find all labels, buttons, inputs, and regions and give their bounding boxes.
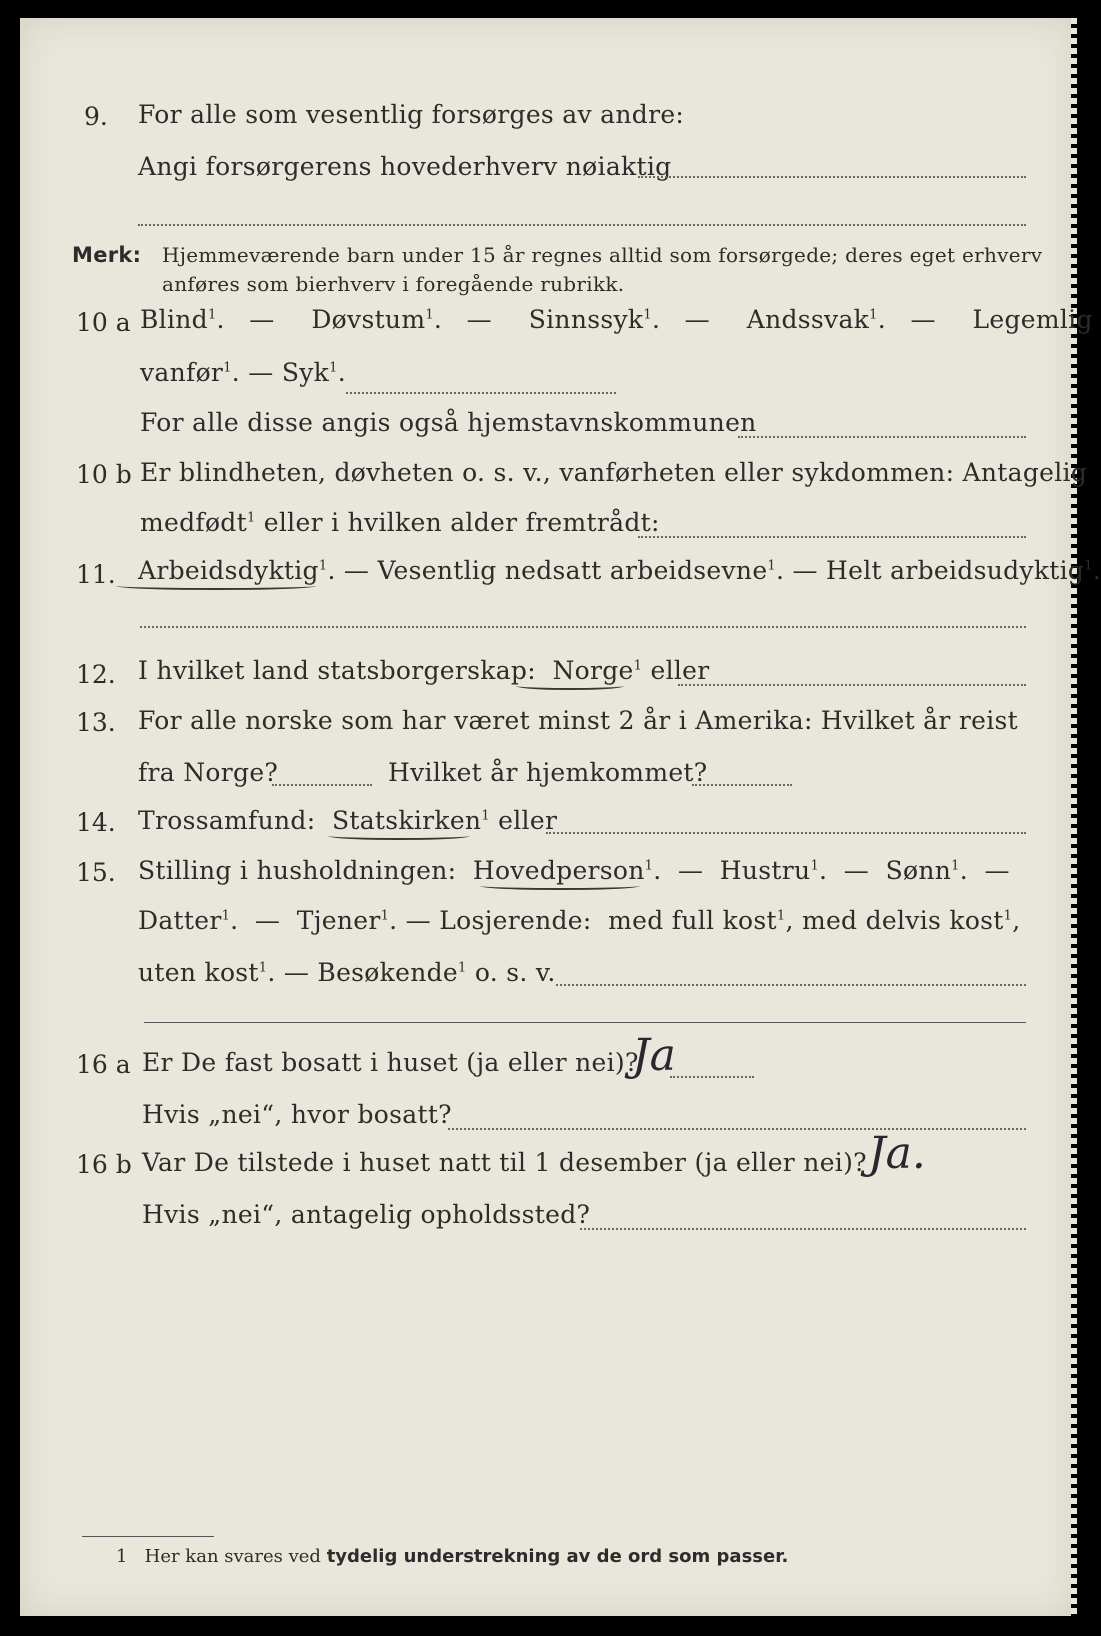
q16a-bosatt-field[interactable]	[448, 1128, 1026, 1130]
option-legemlig[interactable]: Legemlig	[972, 305, 1093, 334]
q16b-question: Var De tilstede i huset natt til 1 desember (ja eller nei)?	[142, 1148, 867, 1177]
footnote	[116, 1546, 788, 1567]
option-uten-kost[interactable]: uten kost	[138, 958, 259, 987]
option-vanfor[interactable]: vanfør	[140, 358, 224, 387]
q10a-kommune-field[interactable]	[738, 436, 1026, 438]
q12-line: I hvilket land statsborgerskap: Norge$^1$ eller	[138, 656, 710, 685]
option-udyktig[interactable]: Helt arbeidsudyktig	[826, 556, 1085, 585]
q12-land-field[interactable]	[678, 684, 1026, 686]
option-sonn[interactable]: Sønn	[885, 856, 952, 885]
q15-osv: o. s. v.	[474, 958, 556, 987]
q15-number: 15.	[76, 858, 116, 887]
q9-line1: For alle som vesentlig forsørges av andre:	[138, 100, 685, 129]
footnote-rule	[82, 1536, 214, 1537]
option-datter[interactable]: Datter	[138, 906, 222, 935]
q14-trossamfund-field[interactable]	[546, 832, 1026, 834]
option-norge[interactable]: Norge	[552, 656, 634, 685]
q15-line3: uten kost$^1$. — Besøkende$^1$ o. s. v.	[138, 958, 556, 987]
q10a-line3: For alle disse angis også hjemstavnskommunen	[140, 408, 757, 437]
q9-line2: Angi forsørgerens hovederhverv nøiaktig	[138, 152, 672, 181]
form-page	[20, 18, 1101, 1616]
q10b-number: 10 b	[76, 460, 132, 489]
q9-number: 9.	[84, 102, 108, 131]
q12-number: 12.	[76, 660, 116, 689]
q10b-rest: eller i hvilken alder fremtrådt:	[263, 508, 660, 537]
q14-eller: eller	[498, 806, 558, 835]
q10b-alder-field[interactable]	[638, 536, 1026, 538]
option-andssvak[interactable]: Andssvak	[746, 305, 870, 334]
underline-arbeidsdyktig	[116, 582, 316, 590]
option-delvis-kost[interactable]: med delvis kost	[801, 906, 1004, 935]
q16a-number: 16 a	[76, 1050, 131, 1079]
option-besokende[interactable]: Besøkende	[317, 958, 458, 987]
q13-hjem: Hvilket år hjemkommet?	[388, 758, 708, 787]
option-blind[interactable]: Blind	[140, 305, 208, 334]
underline-norge	[516, 682, 624, 690]
footnote-prefix: Her kan svares ved	[144, 1546, 321, 1567]
q10a-line1: Blind$^1$. — Døvstum$^1$. — Sinnssyk$^1$. — Andssvak$^1$. — Legemlig	[140, 305, 1093, 334]
merk-line1: Hjemmeværende barn under 15 år regnes alltid som forsørgede; deres eget erhverv	[162, 243, 1043, 267]
q15-other-field[interactable]	[556, 984, 1026, 986]
q14-line: Trossamfund: Statskirken$^1$ eller	[138, 806, 558, 835]
q9-answer-field-2[interactable]	[138, 224, 1026, 226]
q16b-handwritten-answer[interactable]: Ja.	[868, 1128, 926, 1179]
q13-reist-field[interactable]	[272, 784, 372, 786]
q10a-line2: vanfør$^1$. — Syk$^1$.	[140, 358, 346, 387]
option-syk[interactable]: Syk	[281, 358, 330, 387]
option-hustru[interactable]: Hustru	[719, 856, 811, 885]
q11-number: 11.	[76, 560, 116, 589]
underline-statskirken	[328, 832, 470, 840]
q16a-hvis: Hvis „nei“, hvor bosatt?	[142, 1100, 452, 1129]
q14-number: 14.	[76, 808, 116, 837]
q10b-line2: medfødt$^1$ eller i hvilken alder fremtrådt:	[140, 508, 660, 537]
separator	[144, 1022, 1026, 1023]
footnote-mark: 1	[116, 1546, 128, 1567]
option-statskirken[interactable]: Statskirken	[331, 806, 482, 835]
option-arbeidsdyktig[interactable]: Arbeidsdyktig	[138, 556, 319, 585]
q15-line1: Stilling i husholdningen: Hovedperson$^1$. — Hustru$^1$. — Sønn$^1$. —	[138, 856, 1010, 885]
merk-line2: anføres som bierhverv i foregående rubrikk.	[162, 272, 625, 296]
q12-prefix: I hvilket land statsborgerskap:	[138, 656, 536, 685]
q11-line: Arbeidsdyktig$^1$. — Vesentlig nedsatt arbeidsevne$^1$. — Helt arbeidsudyktig$^1$.	[138, 556, 1101, 585]
merk-label: Merk:	[72, 243, 142, 267]
q16a-question: Er De fast bosatt i huset (ja eller nei)?	[142, 1048, 639, 1077]
q15-line2: Datter$^1$. — Tjener$^1$. — Losjerende: med full kost$^1$, med delvis kost$^1$,	[138, 906, 1021, 935]
option-hovedperson[interactable]: Hovedperson	[472, 856, 645, 885]
option-nedsatt[interactable]: Vesentlig nedsatt arbeidsevne	[377, 556, 768, 585]
underline-hovedperson	[480, 882, 640, 890]
footnote-bold: tydelig understrekning av de ord som passer.	[326, 1546, 789, 1567]
option-full-kost[interactable]: med full kost	[608, 906, 777, 935]
q14-prefix: Trossamfund:	[138, 806, 316, 835]
option-dovstum[interactable]: Døvstum	[311, 305, 426, 334]
perforated-edge	[1071, 18, 1077, 1616]
option-tjener[interactable]: Tjener	[296, 906, 381, 935]
q13-fra: fra Norge?	[138, 758, 279, 787]
q11-answer-field[interactable]	[140, 626, 1026, 628]
q10a-syk-field[interactable]	[346, 392, 616, 394]
q16b-number: 16 b	[76, 1150, 132, 1179]
q15-losjerende: Losjerende:	[439, 906, 592, 935]
option-sinnssyk[interactable]: Sinnssyk	[528, 305, 644, 334]
q16a-handwritten-answer[interactable]: Ja	[632, 1030, 676, 1081]
q10b-line1: Er blindheten, døvheten o. s. v., vanførheten eller sykdommen: Antagelig	[140, 458, 1088, 487]
q16b-hvis: Hvis „nei“, antagelig opholdssted?	[142, 1200, 591, 1229]
q13-number: 13.	[76, 708, 116, 737]
q15-prefix: Stilling i husholdningen:	[138, 856, 457, 885]
q10a-number: 10 a	[76, 308, 131, 337]
option-medfodt[interactable]: medfødt	[140, 508, 247, 537]
q16a-answer-field[interactable]	[670, 1076, 754, 1078]
q13-line1: For alle norske som har været minst 2 år i Amerika: Hvilket år reist	[138, 706, 1019, 735]
q13-hjemkommet-field[interactable]	[692, 784, 792, 786]
q12-eller: eller	[650, 656, 710, 685]
q9-answer-field[interactable]	[638, 176, 1026, 178]
q16b-opholdssted-field[interactable]	[580, 1228, 1026, 1230]
